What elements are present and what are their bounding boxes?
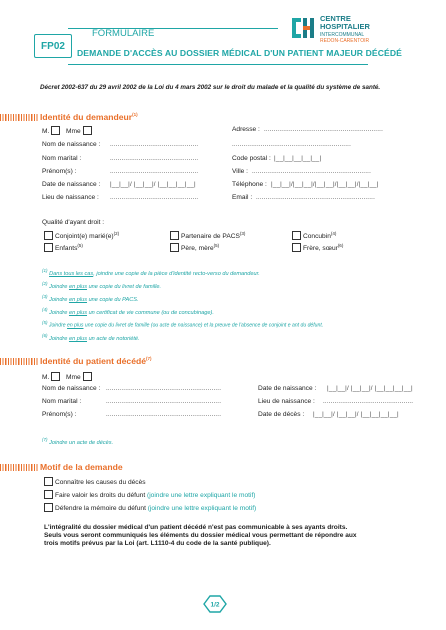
footnote-marker: (2)	[113, 231, 120, 236]
deceased-birth-place-field[interactable]: ...............................................	[323, 398, 414, 405]
address-field-2[interactable]: ..............................................................	[232, 141, 351, 148]
note-6	[42, 333, 140, 342]
phone-label: Téléphone :	[232, 181, 267, 188]
note-text: une copie du livret de famille.	[87, 283, 162, 290]
note-3	[42, 294, 139, 303]
notice-line-2: Seuls vous seront communiqués les éléments du dossier médical vous permettant de répondre aux	[44, 532, 357, 539]
footnote-marker: (5)	[77, 243, 83, 248]
logo-line-2: HOSPITALIER	[320, 22, 370, 31]
motive-causes[interactable]	[42, 477, 146, 487]
footnote-marker: (7)	[146, 356, 152, 362]
footnote-marker: (5)	[213, 243, 220, 248]
birth-name-label: Nom de naissance :	[42, 141, 101, 148]
enfants-checkbox[interactable]	[44, 243, 53, 252]
first-names-field[interactable]: ..............................................	[110, 168, 199, 175]
motive-rights[interactable]	[42, 490, 256, 500]
deceased-birth-name-field[interactable]: ............................................................	[106, 385, 222, 392]
notice-line-3: trois motifs prévus par la Loi (art. L1110-4 du code de la santé publique).	[44, 540, 271, 547]
option-label: Enfants	[55, 245, 78, 253]
motive-label: Faire valoir les droits du défunt	[55, 491, 147, 499]
siblings-checkbox[interactable]	[292, 243, 301, 252]
ch-logo-icon	[290, 15, 316, 41]
note-text: Joindre	[49, 283, 69, 290]
footnote-marker: (4)	[330, 231, 337, 236]
deceased-m-checkbox[interactable]	[51, 372, 60, 381]
section-title-motive: Motif de la demande	[40, 462, 123, 472]
communication-notice	[44, 524, 424, 548]
logo-line-4: REDON-CARENTOIR	[320, 38, 370, 44]
option-siblings[interactable]	[290, 243, 343, 253]
motive-hint: (joindre une lettre expliquant le motif)	[147, 504, 257, 512]
deceased-civility-row	[42, 372, 94, 382]
email-label: Email :	[232, 194, 253, 201]
footnote-marker: (6)	[42, 333, 48, 338]
mme-label: Mme	[66, 373, 81, 381]
note-4	[42, 307, 214, 316]
note-text: un acte de notoriété.	[87, 335, 140, 342]
postal-code-label: Code postal :	[232, 155, 271, 162]
postal-code-field[interactable]: |__|__|__|__|__|	[274, 155, 322, 162]
notice-line-1: L'intégralité du dossier médical d'un patient décédé n'est pas communicable à ses ayants droits.	[44, 524, 348, 531]
deceased-mme-checkbox[interactable]	[83, 372, 92, 381]
note-2	[42, 281, 161, 290]
section-hatch	[0, 358, 38, 365]
section-title-requester	[40, 112, 138, 122]
option-pacs[interactable]	[168, 231, 245, 241]
qualite-label: Qualité d'ayant droit :	[42, 219, 105, 226]
motive-rights-checkbox[interactable]	[44, 490, 53, 499]
note-5	[42, 320, 323, 329]
deceased-first-names-label: Prénom(s) :	[42, 411, 77, 418]
death-date-field[interactable]: |__|__|/ |__|__|/ |__|__|__|__|	[313, 411, 399, 418]
married-name-field[interactable]: ..............................................	[110, 155, 199, 162]
concubin-checkbox[interactable]	[292, 231, 301, 240]
logo-line-3: INTERCOMMUNAL	[320, 32, 365, 38]
parents-checkbox[interactable]	[170, 243, 179, 252]
hospital-logo	[290, 13, 410, 53]
page-number: 1/2	[210, 601, 220, 609]
option-label: Partenaire de PACS	[181, 233, 240, 241]
note-text: une copie du livret de famille (ou acte de naissance) et la preuve de l'absence de conjoint e ant du défunt.	[83, 322, 324, 329]
conjoint-checkbox[interactable]	[44, 231, 53, 240]
note-emphasis: en plus	[68, 283, 88, 290]
footnote-marker: (3)	[42, 294, 48, 299]
form-kind: FORMULAIRE	[92, 28, 155, 39]
section-hatch	[0, 464, 38, 471]
note-text: une copie du PACS.	[87, 296, 139, 303]
motive-hint: (joindre une lettre expliquant le motif)	[147, 491, 256, 499]
footnote-marker: (5)	[42, 320, 48, 325]
first-names-label: Prénom(s) :	[42, 168, 77, 175]
note-emphasis: en plus	[68, 335, 88, 342]
document-title: DEMANDE D'ACCÈS AU DOSSIER MÉDICAL D'UN PATIENT MAJEUR DÉCÉDÉ	[77, 48, 402, 58]
city-label: Ville :	[232, 168, 249, 175]
footnote-marker: (3)	[239, 231, 246, 236]
birth-place-label: Lieu de naissance :	[42, 194, 99, 201]
motive-label: Défendre la mémoire du défunt	[55, 504, 148, 512]
address-field[interactable]: ..............................................................	[264, 126, 383, 133]
married-name-label: Nom marital :	[42, 155, 82, 162]
mme-label: Mme	[66, 127, 81, 135]
deceased-birth-date-field[interactable]: |__|__|/ |__|__|/ |__|__|__|__|	[327, 385, 413, 392]
motive-memory[interactable]	[42, 503, 256, 513]
note-text: Joindre	[49, 335, 69, 342]
birth-date-field[interactable]: |__|__|/ |__|__|/ |__|__|__|__|	[110, 181, 196, 188]
note-text: un certificat de vie commune (ou de concubinage).	[87, 309, 214, 316]
birth-date-label: Date de naissance :	[42, 181, 101, 188]
section-title-text: Identité du demandeur	[40, 112, 133, 122]
deceased-married-name-label: Nom marital :	[42, 398, 82, 405]
birth-place-field[interactable]: ..............................................	[110, 194, 199, 201]
section-title-text: Identité du patient décédé	[40, 356, 147, 366]
email-field[interactable]: ..............................................................	[256, 194, 375, 201]
motive-memory-checkbox[interactable]	[44, 503, 53, 512]
footnote-marker: (1)	[42, 268, 48, 273]
death-date-label: Date de décès :	[258, 411, 305, 418]
motive-causes-checkbox[interactable]	[44, 477, 53, 486]
phone-field[interactable]: |__|__|/|__|__|/|__|__|/|__|__|/|__|__|	[271, 181, 379, 188]
page-number-badge	[202, 594, 228, 614]
motive-label: Connaître les causes du décès	[55, 478, 146, 486]
note-7	[42, 437, 113, 446]
deceased-birth-date-label: Date de naissance :	[258, 385, 317, 392]
logo-line-1: CENTRE	[320, 14, 351, 23]
section-hatch	[0, 114, 38, 121]
city-field[interactable]: ..............................................................	[252, 168, 371, 175]
footnote-marker: (1)	[132, 112, 138, 118]
note-emphasis: en plus	[68, 296, 88, 303]
footnote-marker: (7)	[42, 437, 48, 442]
option-label: Concubin	[303, 233, 331, 241]
m-label: M.	[42, 373, 50, 381]
decree-reference: Décret 2002-637 du 29 avril 2002 de la Loi du 4 mars 2002 sur le droit du malade et la qualité du système de santé.	[40, 84, 381, 91]
m-label: M.	[42, 127, 50, 135]
section-title-deceased	[40, 356, 152, 366]
deceased-first-names-field[interactable]: ............................................................	[106, 411, 222, 418]
deceased-birth-name-label: Nom de naissance :	[42, 385, 101, 392]
civility-row	[42, 126, 94, 136]
note-text: , joindre une copie de la pièce d'identité recto-verso du demandeur.	[93, 270, 260, 277]
footnote-marker: (2)	[42, 281, 48, 286]
option-enfants[interactable]	[42, 243, 83, 253]
deceased-birth-place-label: Lieu de naissance :	[258, 398, 315, 405]
option-concubin[interactable]	[290, 231, 336, 241]
address-label: Adresse :	[232, 126, 260, 133]
option-parents[interactable]	[168, 243, 219, 253]
pacs-checkbox[interactable]	[170, 231, 179, 240]
option-label: Conjoint(e) marié(e)	[55, 233, 114, 241]
note-emphasis: en plus	[67, 322, 84, 329]
note-emphasis: Dans tous les cas	[49, 270, 94, 277]
header-bottom-rule	[68, 64, 368, 65]
note-emphasis: en plus	[68, 309, 88, 316]
note-text: Joindre	[49, 309, 69, 316]
option-label: Père, mère	[181, 245, 214, 253]
note-1	[42, 268, 260, 277]
note-text: Joindre	[49, 296, 69, 303]
m-checkbox[interactable]	[51, 126, 60, 135]
birth-name-field[interactable]: ..............................................	[110, 141, 199, 148]
note-text: Joindre	[48, 322, 68, 329]
mme-checkbox[interactable]	[83, 126, 92, 135]
option-conjoint[interactable]	[42, 231, 119, 241]
note-text: Joindre un acte de décès.	[49, 439, 114, 446]
footnote-marker: (4)	[42, 307, 48, 312]
option-label: Frère, sœur	[303, 245, 338, 253]
form-code-badge: FP02	[34, 34, 72, 58]
deceased-married-name-field[interactable]: ............................................................	[106, 398, 222, 405]
footnote-marker: (6)	[337, 243, 344, 248]
